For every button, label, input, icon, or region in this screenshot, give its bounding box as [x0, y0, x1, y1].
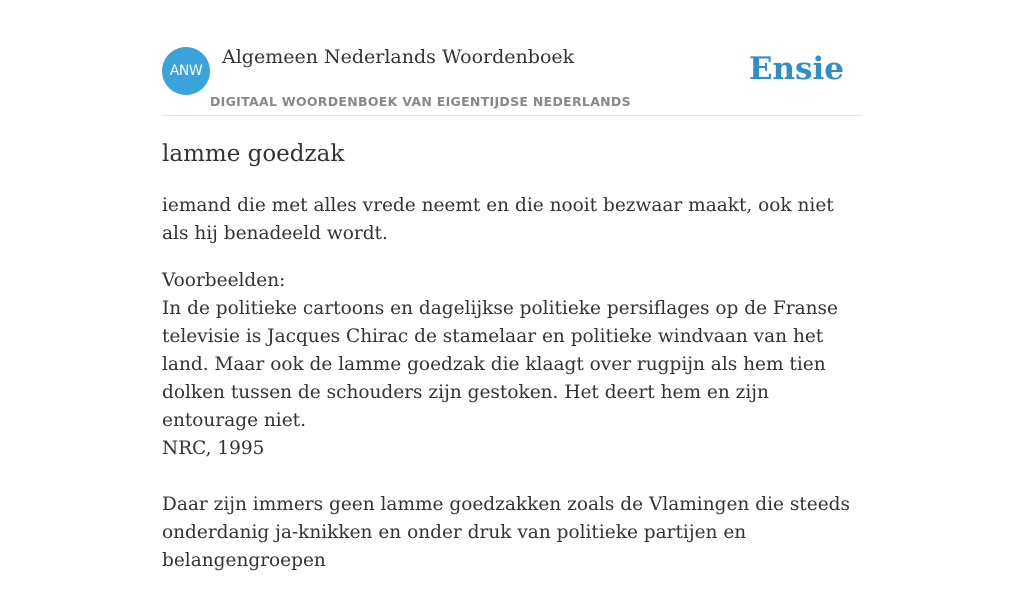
- example-item: [162, 295, 862, 463]
- ensie-brand-logo[interactable]: Ensie: [748, 51, 844, 87]
- header-divider: [162, 115, 862, 116]
- site-subtitle: DIGITAAL WOORDENBOEK VAN EIGENTIJDSE NEDERLANDS: [210, 94, 631, 109]
- example-text: In de politieke cartoons en dagelijkse politieke persiflages op de Franse televisie is Jacques Chirac de stamelaar en politieke windvaan van het land. Maar ook de lamme goedzak die klaagt over rugpijn als hem tien dolken tussen de schouders zijn gestoken. Het deert hem en zijn entourage niet.: [162, 298, 838, 431]
- site-header: [162, 46, 862, 116]
- entry-definition: iemand die met alles vrede neemt en die nooit bezwaar maakt, ook niet als hij benadeeld wordt.: [162, 195, 834, 244]
- example-text: Daar zijn immers geen lamme goedzakken zoals de Vlamingen die steeds onderdanig ja-knikken en onder druk van politieke partijen en belangengroepen: [162, 494, 850, 571]
- examples-section: [162, 267, 862, 575]
- entry-content: [162, 138, 862, 603]
- entry-term: lamme goedzak: [162, 141, 345, 167]
- examples-label: Voorbeelden:: [162, 270, 286, 291]
- anw-logo[interactable]: ANW: [162, 47, 210, 95]
- site-title[interactable]: Algemeen Nederlands Woordenboek: [222, 46, 575, 68]
- example-item: [162, 491, 862, 575]
- example-source: NRC, 1995: [162, 438, 265, 459]
